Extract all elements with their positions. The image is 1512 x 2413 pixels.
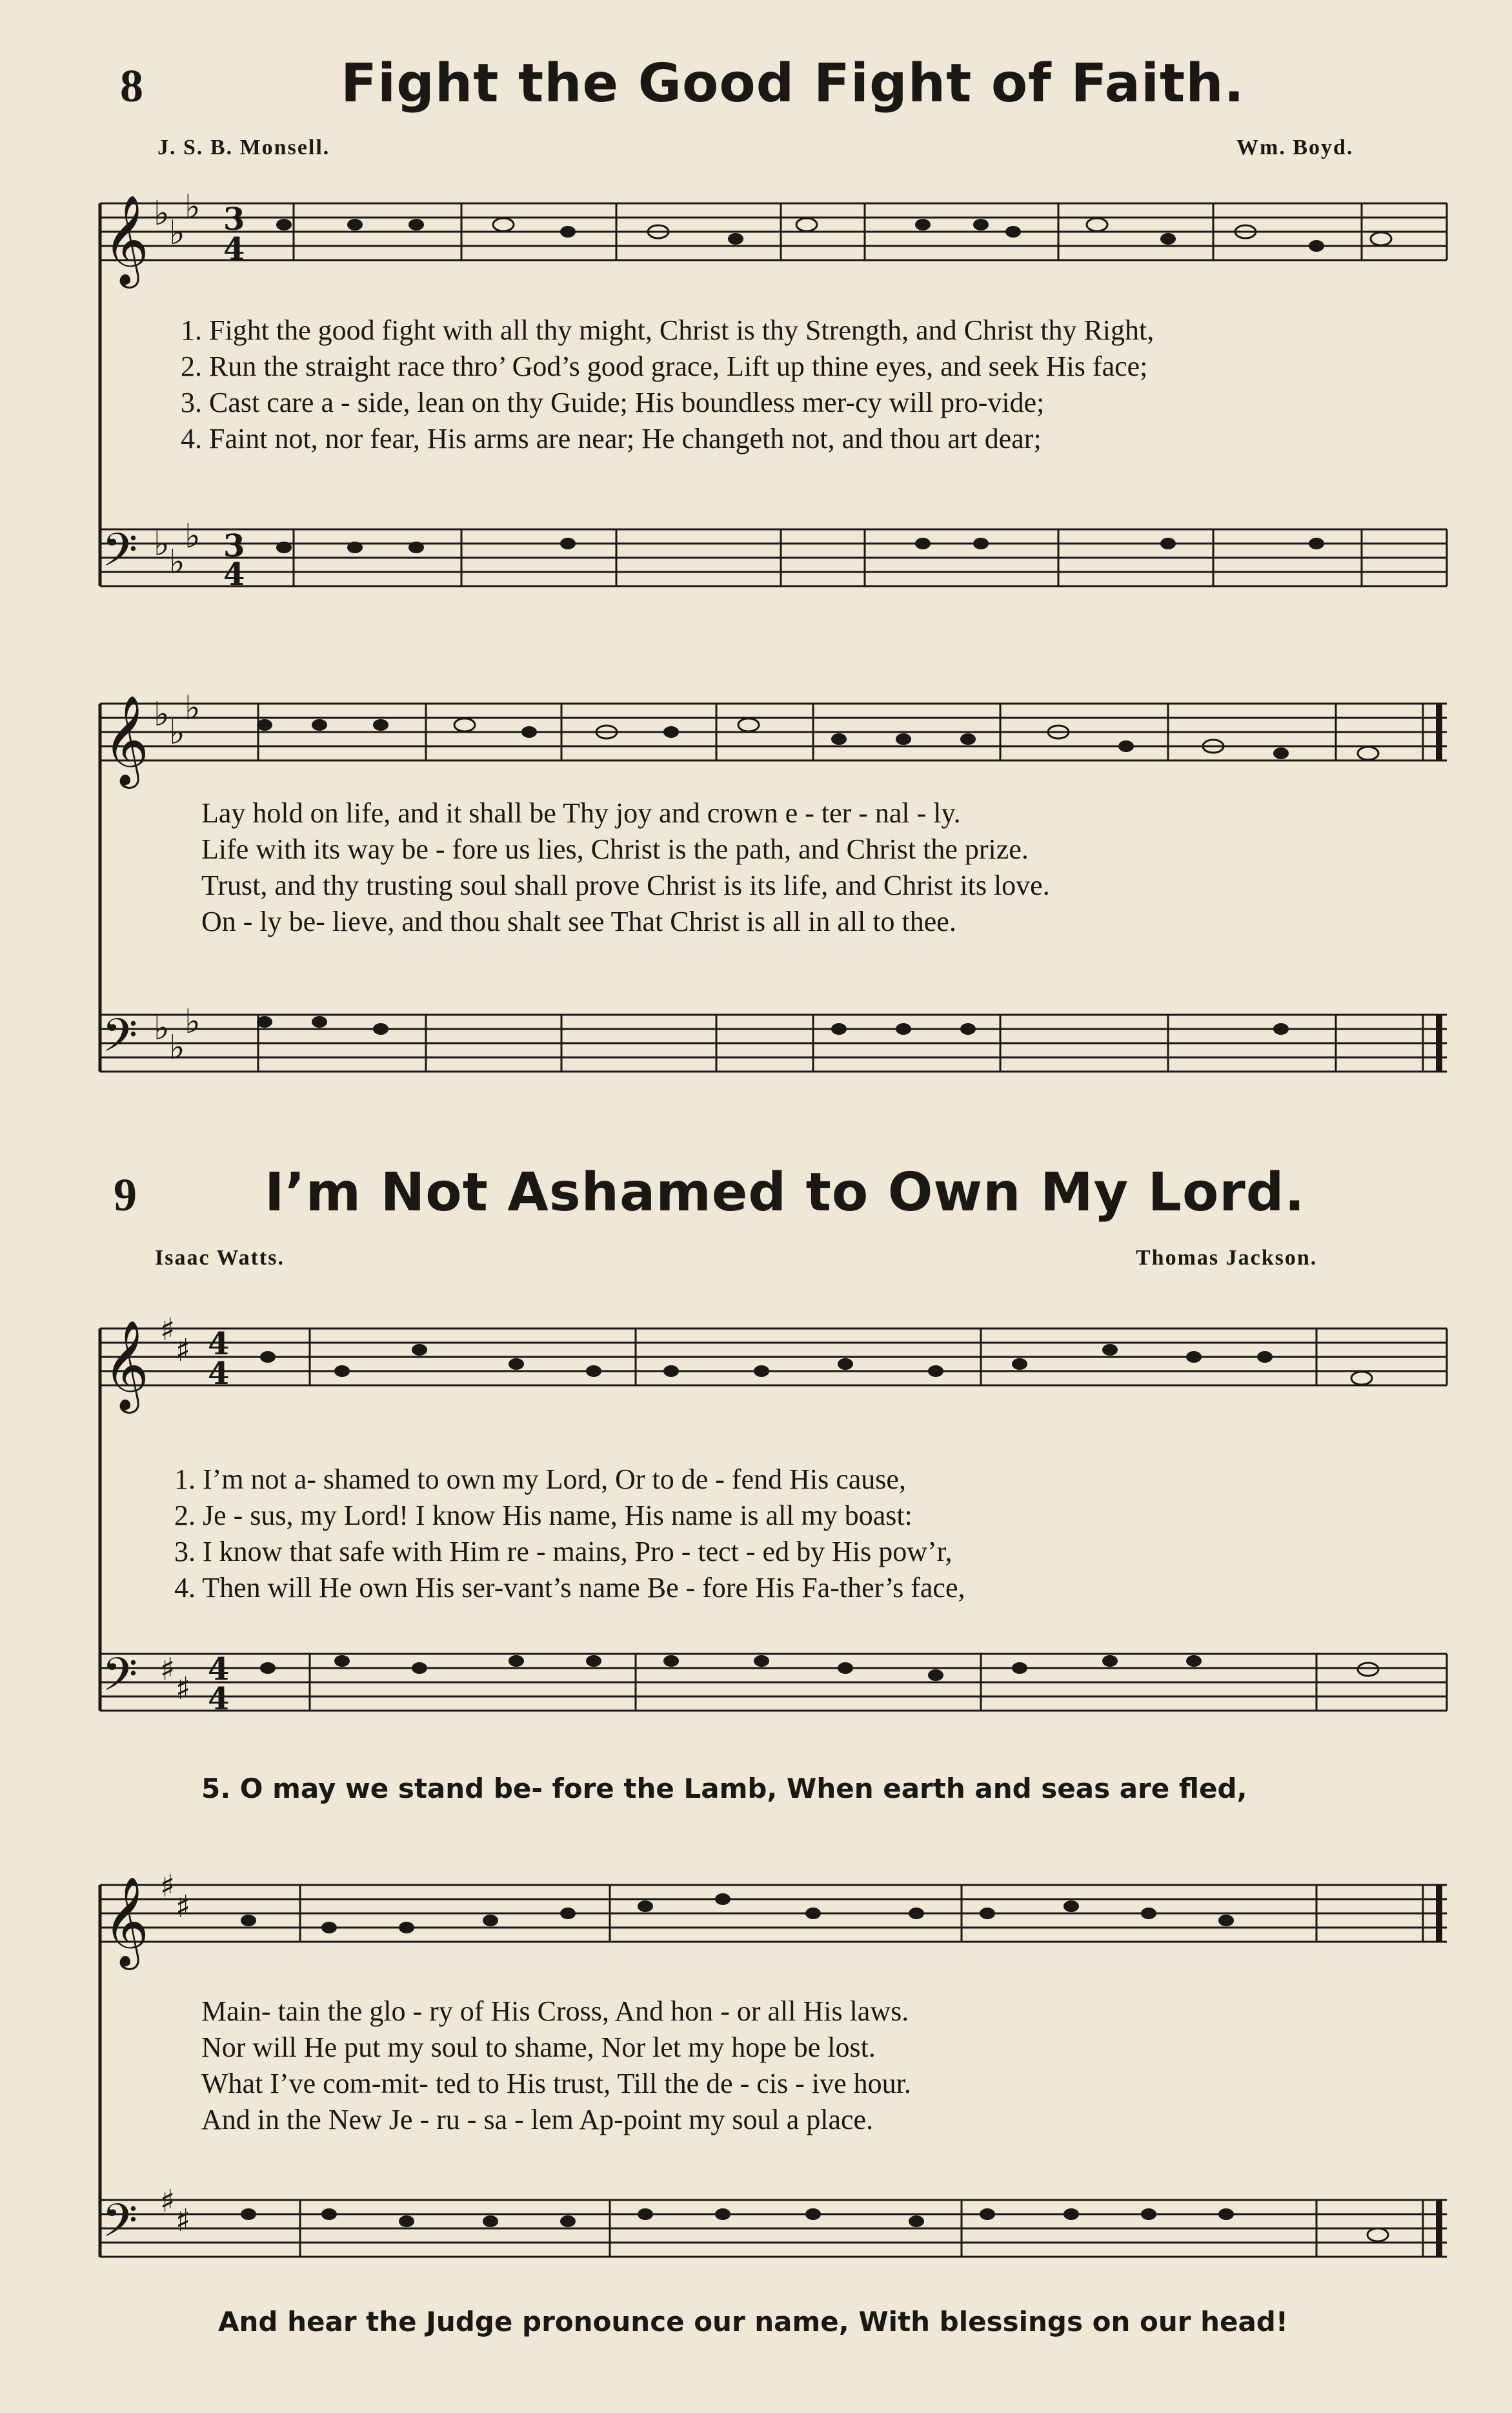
hymn9-verses-part2 [201,1993,911,2138]
verse-line: 4. Faint not, nor fear, His arms are near; He changeth not, and thou art dear; [181,423,1042,454]
svg-text:𝄞: 𝄞 [103,195,149,285]
verse-line: 3. Cast care a - side, lean on thy Guide; His boundless mer-cy will pro-vide; [181,387,1045,418]
svg-text:𝄢: 𝄢 [102,524,138,588]
svg-text:♭: ♭ [185,689,201,728]
music-credit: Thomas Jackson. [1136,1246,1318,1270]
svg-text:♭: ♭ [169,713,185,752]
svg-text:♭: ♭ [169,543,185,582]
words-credit: J. S. B. Monsell. [157,136,330,159]
svg-text:3: 3 [223,528,245,564]
svg-text:𝄞: 𝄞 [103,1877,149,1966]
verse-line: On - ly be- lieve, and thou shalt see That Christ is all in all to thee. [201,906,956,937]
svg-text:♯: ♯ [160,1312,176,1348]
svg-text:𝄞: 𝄞 [103,695,149,785]
verse-line: Life with its way be - fore us lies, Christ is the path, and Christ the prize. [201,833,1029,865]
verse-line: What I’ve com-mit- ted to His trust, Till the de - cis - ive hour. [201,2068,911,2099]
svg-text:4: 4 [208,1681,230,1717]
svg-text:♯: ♯ [160,1651,176,1687]
svg-text:4: 4 [208,1356,230,1392]
hymn9-verses-part1 [174,1461,965,1606]
hymn8-verses-part1 [181,312,1154,457]
svg-text:4: 4 [223,231,245,267]
svg-text:♯: ♯ [160,1868,176,1904]
svg-text:𝄞: 𝄞 [103,1320,149,1410]
hymn-title: Fight the Good Fight of Faith. [341,53,1245,114]
verse-line: 1. Fight the good fight with all thy might, Christ is thy Strength, and Christ thy Right, [181,314,1154,346]
svg-text:♭: ♭ [154,525,170,564]
svg-text:♯: ♯ [176,1332,191,1369]
verse-line: 1. I’m not a- shamed to own my Lord, Or to de - fend His cause, [174,1463,906,1495]
svg-text:♯: ♯ [176,1671,191,1707]
svg-text:4: 4 [208,1651,230,1687]
svg-text:♭: ♭ [185,1003,201,1041]
svg-text:♯: ♯ [160,2183,176,2219]
svg-text:♭: ♭ [169,214,185,252]
svg-text:♭: ♭ [154,695,170,734]
verse-5-line-1: 5. O may we stand be- fore the Lamb, When earth and seas are fled, [201,1773,1247,1804]
music-credit: Wm. Boyd. [1236,136,1354,159]
verse-line: Trust, and thy trusting soul shall prove Christ is its life, and Christ its love. [201,870,1050,901]
svg-text:4: 4 [208,1326,230,1362]
verse-line: Nor will He put my soul to shame, Nor let my hope be lost. [201,2031,876,2063]
verse-line: 2. Je - sus, my Lord! I know His name, His name is all my boast: [174,1500,912,1531]
hymn-title: I’m Not Ashamed to Own My Lord. [265,1162,1305,1223]
verse-line: 3. I know that safe with Him re - mains, Pro - tect - ed by His pow’r, [174,1536,953,1567]
words-credit: Isaac Watts. [155,1246,285,1270]
svg-text:𝄢: 𝄢 [102,2194,138,2259]
verse-line: Main- tain the glo - ry of His Cross, And hon - or all His laws. [201,1995,909,2027]
verse-line: 2. Run the straight race thro’ God’s good grace, Lift up thine eyes, and seek His face; [181,351,1148,382]
svg-text:𝄢: 𝄢 [102,1648,138,1713]
verse-line: And in the New Je - ru - sa - lem Ap-point my soul a place. [201,2104,874,2135]
svg-text:♭: ♭ [185,517,201,556]
svg-text:𝄢: 𝄢 [102,1009,138,1074]
verse-line: Lay hold on life, and it shall be Thy joy and crown e - ter - nal - ly. [201,797,961,829]
svg-text:♭: ♭ [169,1028,185,1067]
svg-text:4: 4 [223,556,245,593]
hymn8-verses-part2 [201,795,1050,940]
svg-text:3: 3 [223,201,245,238]
verse-5-line-2: And hear the Judge pronounce our name, With blessings on our head! [218,2306,1289,2337]
svg-text:♭: ♭ [185,188,201,227]
svg-text:♯: ♯ [176,2203,191,2239]
svg-text:♭: ♭ [154,194,170,233]
verse-line: 4. Then will He own His ser-vant’s name Be - fore His Fa-ther’s face, [174,1572,965,1604]
svg-text:♭: ♭ [154,1009,170,1048]
svg-text:♯: ♯ [176,1889,191,1925]
hymn-number: 9 [114,1169,137,1221]
hymn-number: 8 [120,60,143,112]
